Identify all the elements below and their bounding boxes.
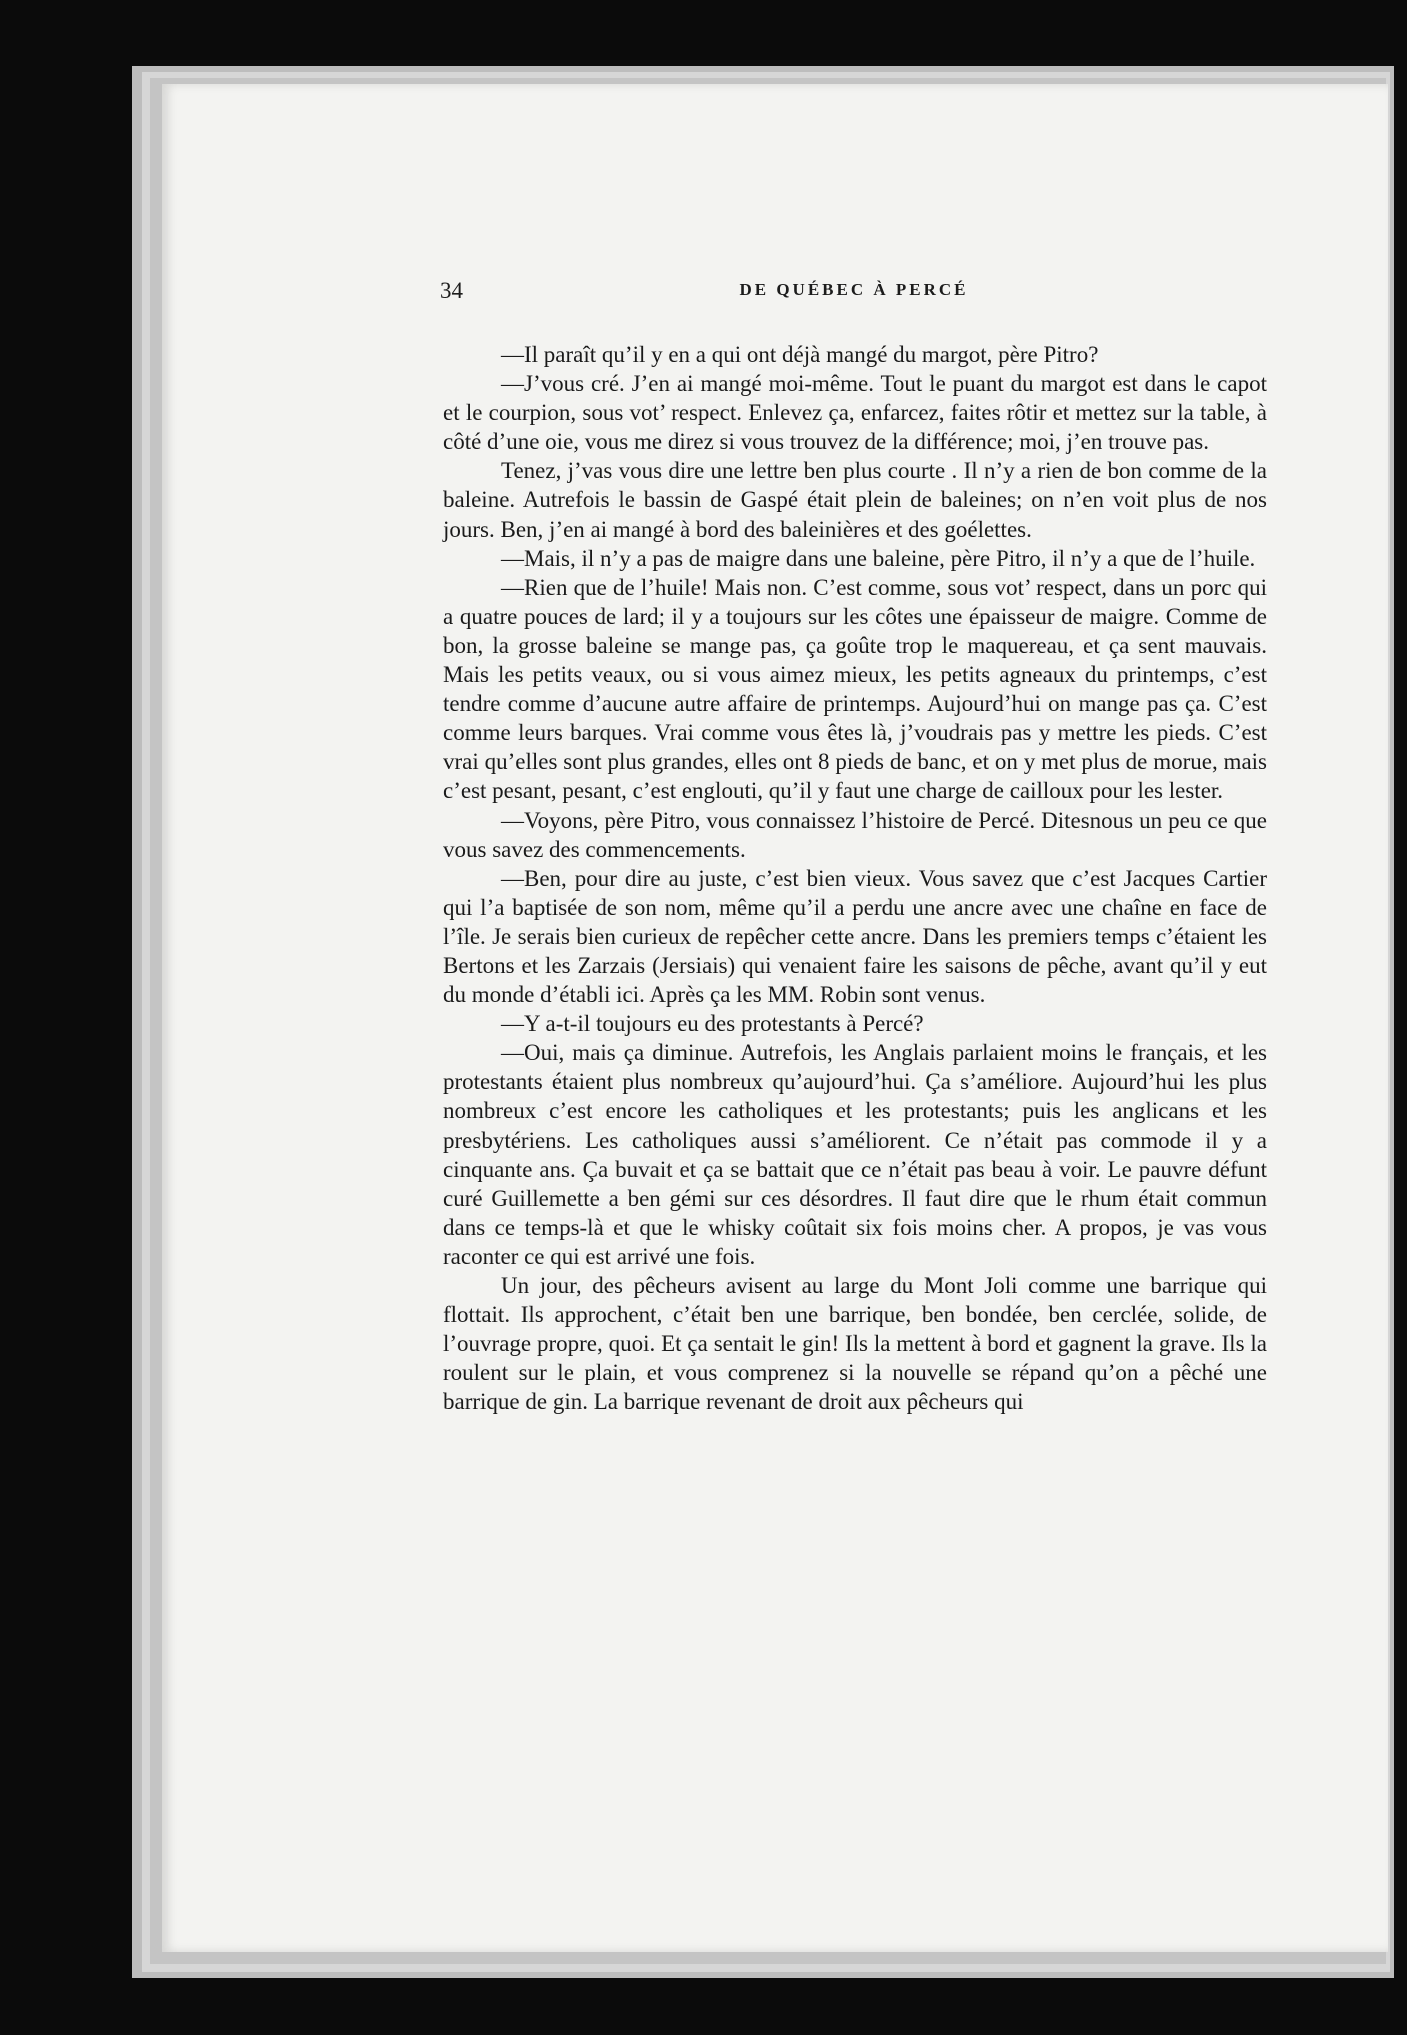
paragraph: —Mais, il n’y a pas de maigre dans une baleine, père Pitro, il n’y a que de l’huile. bbox=[501, 545, 1256, 571]
paragraph: —Oui, mais ça diminue. Autrefois, les Anglais parlaient moins le français, et les protestants étaient plus nombreux qu’aujourd’hui. Ça s’améliore. Aujourd’hui les plus nombreux c’est encore les catholiques et les protestants; puis les anglicans et les presbytériens. Les catholiques aussi s’améliorent. Ce n’était pas commode il y a cinquante ans. Ça buvait et ça se battait que ce n’était pas beau à voir. Le pauvre défunt curé Guillemette a ben gémi sur ces désordres. Il faut dire que le rhum était commun dans ce temps-là et que le whisky coûtait six fois moins cher. A propos, je vas vous raconter ce qui est arrivé une fois. bbox=[443, 1040, 1267, 1269]
paragraph: Tenez, j’vas vous dire une lettre ben plus courte . Il n’y a rien de bon comme de la baleine. Autrefois le bassin de Gaspé était plein de baleines; on n’en voit plus de nos jours. Ben, j’en ai mangé à bord des baleinières et des goélettes. bbox=[443, 458, 1267, 542]
paragraph: —Rien que de l’huile! Mais non. C’est comme, sous vot’ respect, dans un porc qui a quatre pouces de lard; il y a toujours sur les côtes une épaisseur de maigre. Comme de bon, la grosse baleine se mange pas, ça goûte trop le maquereau, et ça sent mauvais. Mais les petits veaux, ou si vous aimez mieux, les petits agneaux du printemps, c’est tendre comme d’aucune autre affaire de printemps. Aujourd’hui on mange pas ça. C’est comme leurs barques. Vrai comme vous êtes là, j’voudrais pas y mettre les pieds. C’est vrai qu’elles sont plus grandes, elles ont 8 pieds de banc, et on y met plus de morue, mais c’est pesant, pesant, c’est englouti, qu’il y faut une charge de cailloux pour les lester. bbox=[443, 574, 1267, 804]
page-number: 34 bbox=[440, 278, 463, 303]
running-title: DE QUÉBEC À PERCÉ bbox=[739, 280, 969, 299]
paragraph: Un jour, des pêcheurs avisent au large du Mont Joli comme une barrique qui flottait. Ils approchent, c’était ben une barrique, ben bondée, ben cerclée, solide, de l’ouvrage propre, quoi. Et ça sentait le gin! Ils la mettent à bord et gagnent la grave. Ils la roulent sur le plain, et vous comprenez si la nouvelle se répand qu’on a pêché une barrique de gin. La barrique revenant de droit aux pêcheurs qui bbox=[443, 1273, 1267, 1415]
body-text bbox=[443, 340, 1267, 1416]
paragraph: —Y a-t-il toujours eu des protestants à Percé? bbox=[501, 1011, 924, 1037]
paragraph: —Il paraît qu’il y en a qui ont déjà mangé du margot, père Pitro? bbox=[501, 342, 1099, 367]
running-head bbox=[440, 278, 1268, 312]
paragraph: —Voyons, père Pitro, vous connaissez l’histoire de Percé. Ditesnous un peu ce que vous savez des commencements. bbox=[443, 807, 1267, 862]
paragraph: —Ben, pour dire au juste, c’est bien vieux. Vous savez que c’est Jacques Cartier qui l’a baptisée de son nom, même qu’il a perdu une ancre avec une chaîne en face de l’île. Je serais bien curieux de repêcher cette ancre. Dans les premiers temps c’étaient les Bertons et les Zarzais (Jersiais) qui venaient faire les saisons de pêche, avant qu’il y eut du monde d’établi ici. Après ça les MM. Robin sont venus. bbox=[443, 865, 1267, 1008]
paragraph: —J’vous cré. J’en ai mangé moi-même. Tout le puant du margot est dans le capot et le courpion, sous vot’ respect. Enlevez ça, enfarcez, faites rôtir et mettez sur la table, à côté d’une oie, vous me direz si vous trouvez de la différence; moi, j’en trouve pas. bbox=[443, 371, 1267, 455]
